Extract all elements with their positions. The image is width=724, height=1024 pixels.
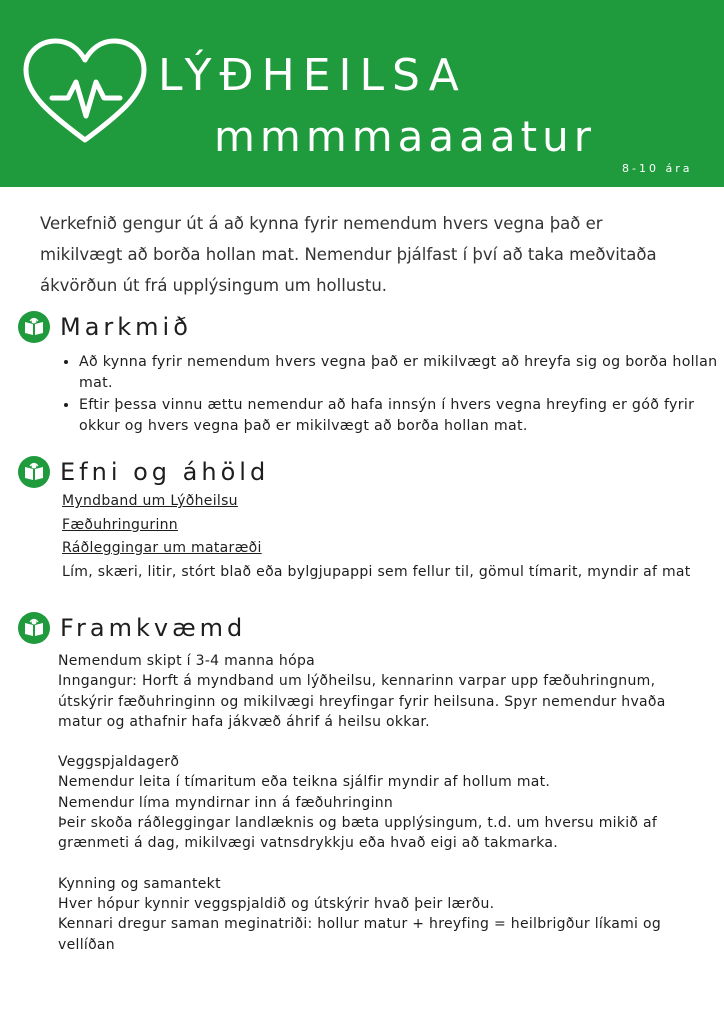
materials-list <box>62 490 712 584</box>
procedure-subheading: Veggspjaldagerð <box>58 754 180 771</box>
book-icon <box>18 456 50 488</box>
page-subtitle: mmmmaaaatur <box>214 112 596 161</box>
goals-list <box>62 352 724 438</box>
section-heading-goals <box>18 311 192 343</box>
procedure-body <box>58 651 708 955</box>
procedure-line: Nemendur líma myndirnar inn á fæðuhringinn <box>58 794 394 811</box>
link-diet-guidelines[interactable]: Ráðleggingar um mataræði <box>62 540 262 556</box>
procedure-line: Þeir skoða ráðleggingar landlæknis og bæta upplýsingum, t.d. um hversu mikið af grænmeti á dag, mikilvægi vatnsdrykkju eða hvað eigi að takmarka. <box>58 815 658 852</box>
procedure-heading: Framkvæmd <box>60 614 247 642</box>
page-title: LÝÐHEILSA <box>158 50 467 101</box>
section-heading-procedure <box>18 612 246 644</box>
header-banner <box>0 0 724 187</box>
procedure-line: Hver hópur kynnir veggspjaldið og útskýrir hvað þeir lærðu. <box>58 895 495 912</box>
link-food-circle[interactable]: Fæðuhringurinn <box>62 516 178 533</box>
age-range: 8-10 ára <box>622 162 693 175</box>
materials-text: Lím, skæri, litir, stórt blað eða bylgjupappi sem fellur til, gömul tímarit, myndir af mat <box>62 563 691 580</box>
procedure-line: Kennari dregur saman meginatriði: hollur matur + hreyfing = heilbrigður líkami og vellíðan <box>58 916 662 953</box>
procedure-line: Inngangur: Horft á myndband um lýðheilsu, kennarinn varpar upp fæðuhringnum, útskýrir fæðuhringinn og mikilvægi hreyfingar fyrir heilsuna. Spyr nemendur hvaða matur og athafnir hafa jákvæð áhrif á heilsu okkar. <box>58 673 666 730</box>
procedure-subheading: Kynning og samantekt <box>58 875 221 892</box>
intro-paragraph: Verkefnið gengur út á að kynna fyrir nemendum hvers vegna það er mikilvægt að borða hollan mat. Nemendur þjálfast í því að taka meðvitaða ákvörðun út frá upplýsingum um hollustu. <box>40 214 657 295</box>
procedure-line: Nemendum skipt í 3-4 manna hópa <box>58 653 316 669</box>
materials-heading: Efni og áhöld <box>60 458 270 486</box>
list-item: • Að kynna fyrir nemendum hvers vegna það er mikilvægt að hreyfa sig og borða hollan mat. <box>79 352 724 394</box>
book-icon <box>18 612 50 644</box>
heart-pulse-icon <box>20 36 150 148</box>
section-heading-materials <box>18 456 269 488</box>
goals-heading: Markmið <box>60 313 192 341</box>
book-icon <box>18 311 50 343</box>
list-item: • Eftir þessa vinnu ættu nemendur að hafa innsýn í hvers vegna hreyfing er góð fyrir okkur og hvers vegna það er mikilvægt að borða hollan mat. <box>79 395 724 437</box>
procedure-line: Nemendur leita í tímaritum eða teikna sjálfir myndir af hollum mat. <box>58 774 551 791</box>
link-video[interactable]: Myndband um Lýðheilsu <box>62 493 238 509</box>
